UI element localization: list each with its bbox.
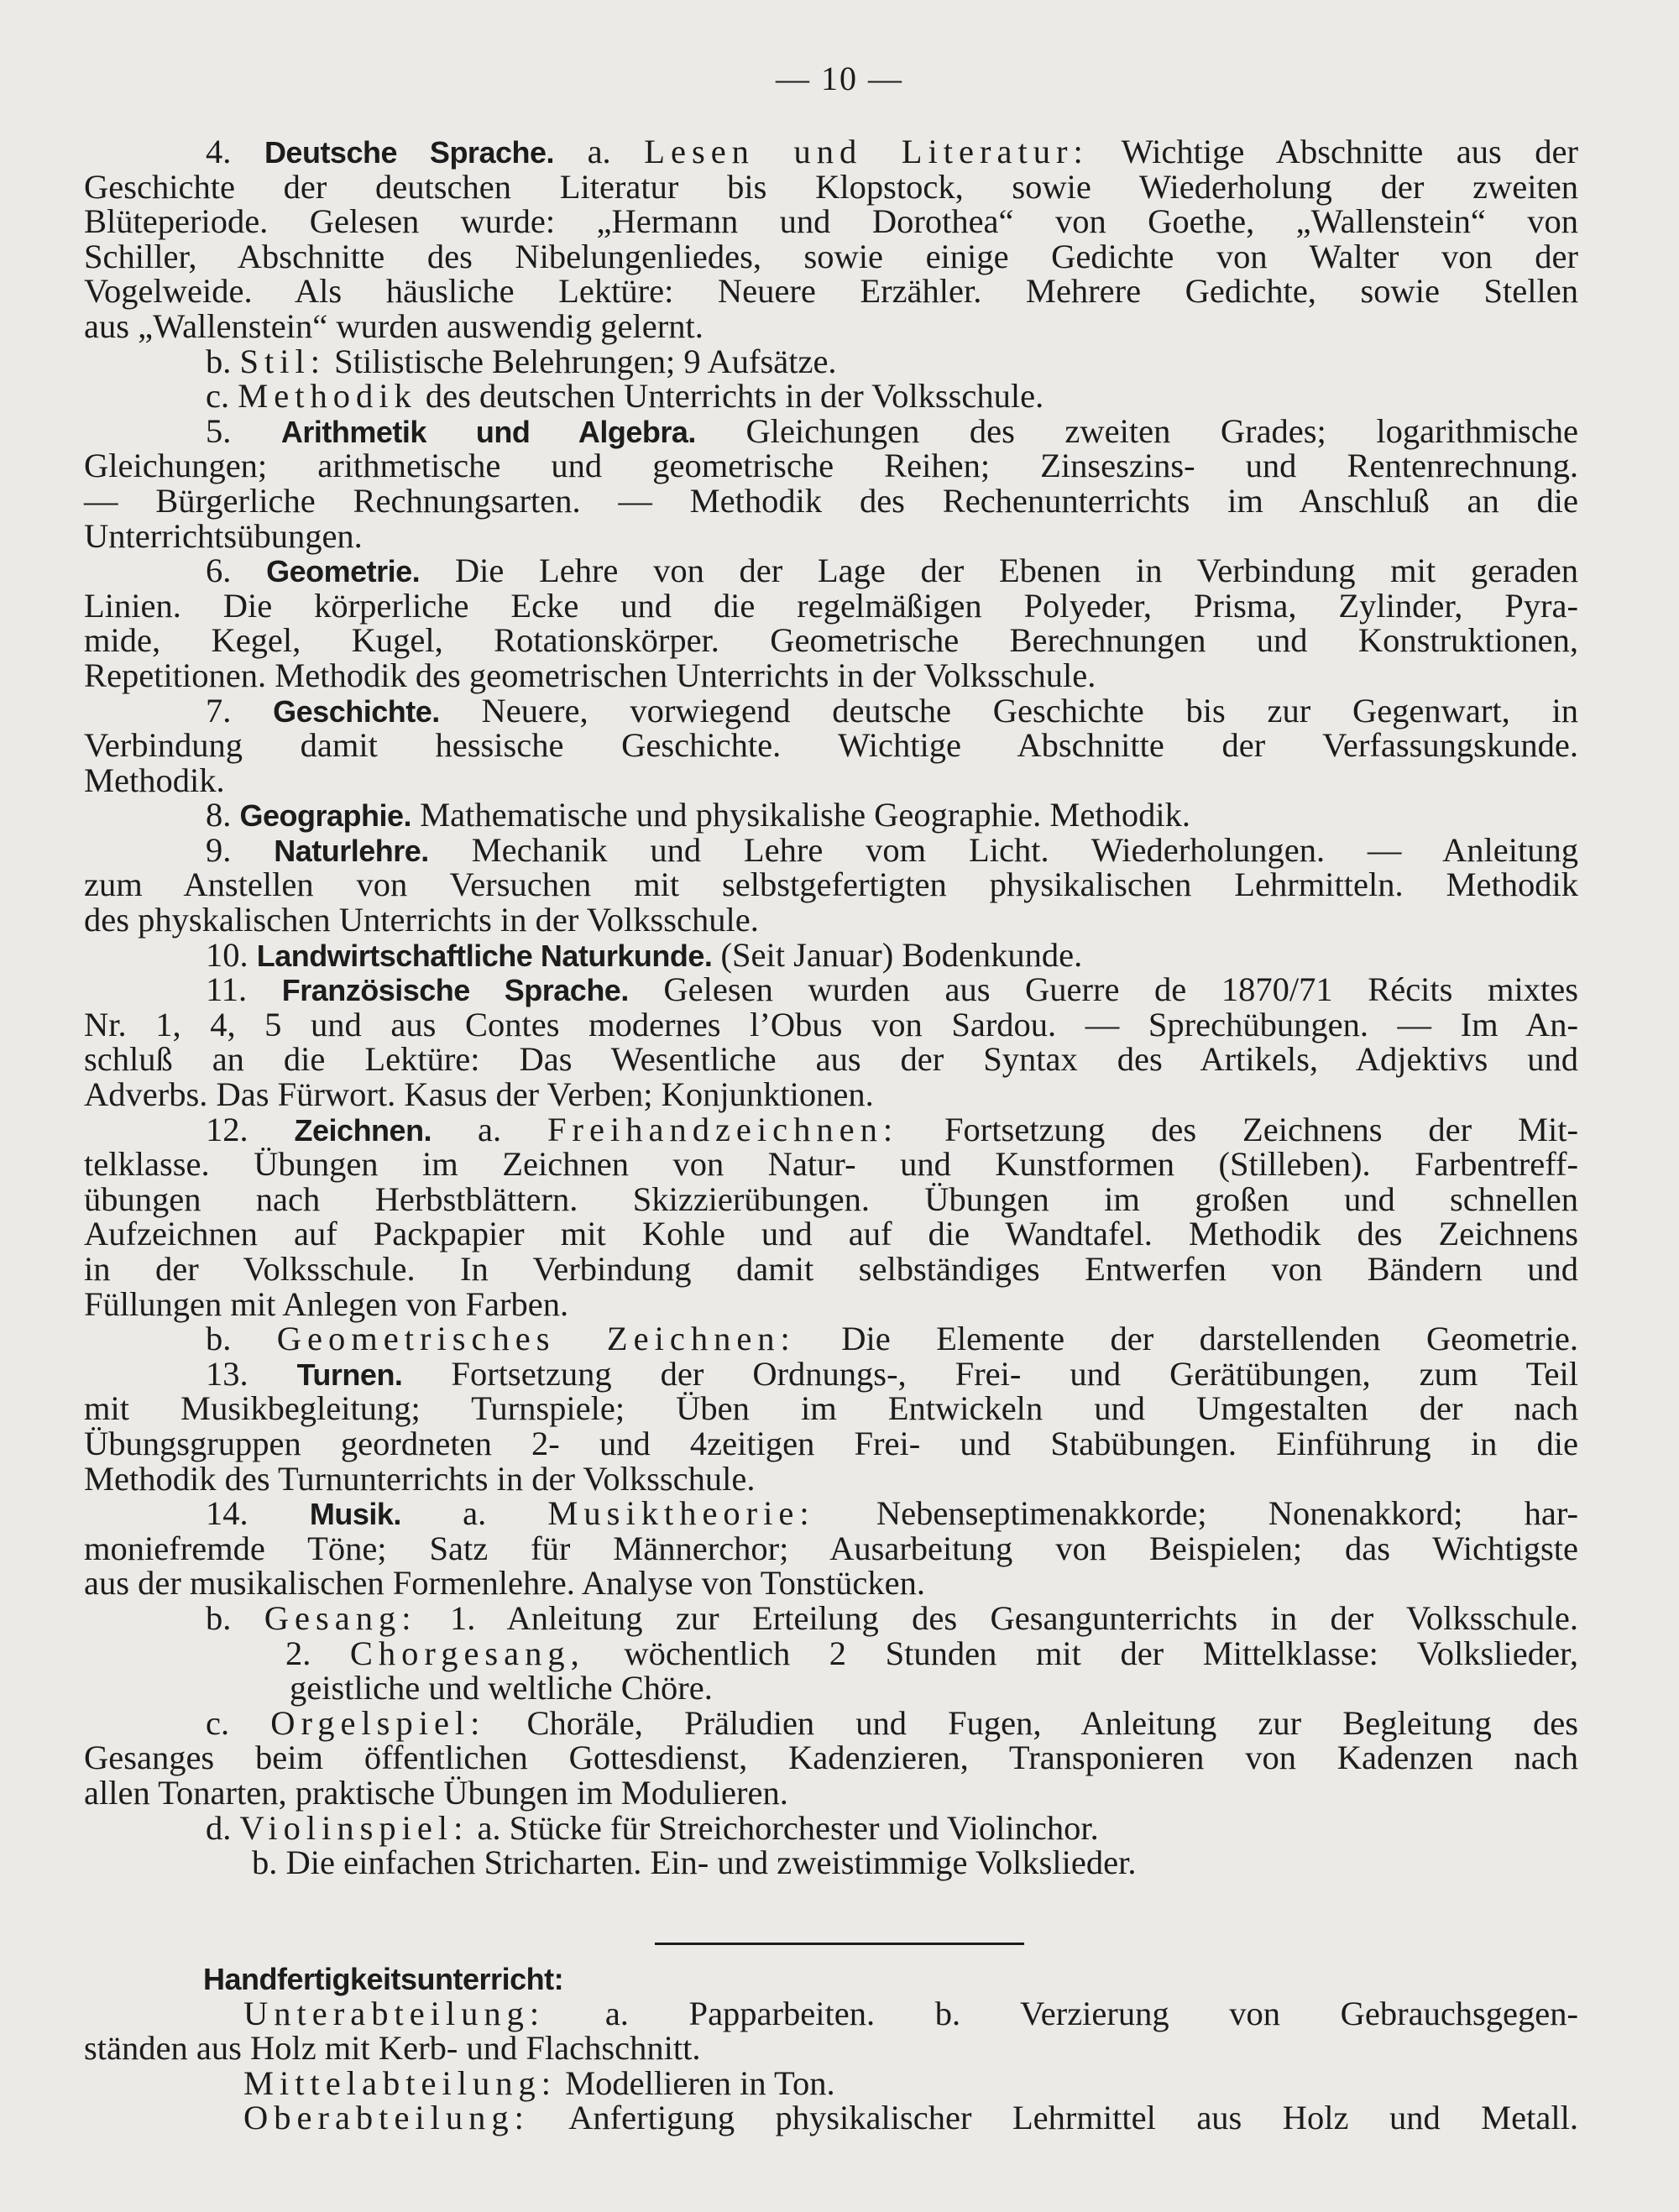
text-line: Aufzeichnen auf Packpapier mit Kohle und auf die Wandtafel. Methodik des Zeichnens [84, 1215, 1578, 1253]
text-line: Übungsgruppen geordneten 2- und 4zeitigen Frei- und Stabübungen. Einführung in die [84, 1424, 1578, 1462]
text-line: b. Gesang: 1. Anleitung zur Erteilung des Gesangunterrichts in der Volksschule. [206, 1598, 1579, 1637]
section-title: Deutsche Sprache. [264, 135, 554, 170]
text-line: Mittelabteilung: Modellieren in Ton. [243, 2063, 835, 2102]
section-11-line: 11. Französische Sprache. Gelesen wurden aus Guerre de 1870/71 Récits mixtes [206, 970, 1579, 1009]
text-line: Gleichungen; arithmetische und geometrische Reihen; Zinseszins- und Rentenrechnung. [84, 447, 1578, 485]
section-title: Naturlehre. [274, 833, 429, 868]
section-title: Geschichte. [273, 693, 440, 729]
handwork-section [84, 1956, 1578, 2136]
section-title: Landwirtschaftliche Naturkunde. [256, 938, 713, 973]
section-title: Französische Sprache. [281, 973, 629, 1008]
section-13-line: 13. Turnen. Fortsetzung der Ordnungs-, Frei- und Gerätübungen, zum Teil [206, 1354, 1579, 1393]
text-line: b. Die einfachen Stricharten. Ein- und zweistimmige Volkslieder. [252, 1843, 1137, 1882]
text-line: 2. Chorgesang, wöchentlich 2 Stunden mit der Mittelklasse: Volkslieder, [285, 1634, 1578, 1672]
section-12-line: 12. Zeichnen. a. Freihandzeichnen: Fortsetzung des Zeichnens der Mit- [206, 1110, 1578, 1148]
section-4-line: 4. Deutsche Sprache. a. Lesen und Literatur: Wichtige Abschnitte aus der [206, 133, 1579, 170]
text-line: Blüteperiode. Gelesen wurde: „Hermann und Dorothea“ von Goethe, „Wallenstein“ von [84, 202, 1578, 241]
text-line: c. Methodik des deutschen Unterrichts in der Volksschule. [206, 377, 1044, 416]
section-7-line: 7. Geschichte. Neuere, vorwiegend deutsche Geschichte bis zur Gegenwart, in [206, 691, 1579, 729]
curriculum-text [84, 134, 1578, 1880]
text-line: moniefremde Töne; Satz für Männerchor; Ausarbeitung von Beispielen; das Wichtigste [84, 1529, 1578, 1567]
text-line: des physkalischen Unterrichts in der Volksschule. [84, 901, 759, 939]
text-line: Oberabteilung: Anfertigung physikalischer Lehrmittel aus Holz und Metall. [243, 2099, 1578, 2137]
text-line: aus der musikalischen Formenlehre. Analyse von Tonstücken. [84, 1564, 925, 1603]
text-line: c. Orgelspiel: Choräle, Präludien und Fugen, Anleitung zur Begleitung des [206, 1703, 1579, 1742]
text-line: Verbindung damit hessische Geschichte. Wichtige Abschnitte der Verfassungskunde. [84, 726, 1578, 765]
text-line: aus „Wallenstein“ wurden auswendig gelernt. [84, 306, 704, 345]
text-line: Vogelweide. Als häusliche Lektüre: Neuere Erzähler. Mehrere Gedichte, sowie Stellen [84, 272, 1578, 311]
text-line: zum Anstellen von Versuchen mit selbstgefertigten physikalischen Lehrmitteln. Methodik [84, 865, 1578, 904]
text-line: Schiller, Abschnitte des Nibelungenliedes, sowie einige Gedichte von Walter von der [84, 237, 1578, 275]
section-title: Arithmetik und Algebra. [280, 414, 696, 449]
text-line: d. Violinspiel: a. Stücke für Streichorchester und Violinchor. [206, 1808, 1099, 1847]
text-line: Unterrichtsübungen. [84, 516, 363, 555]
text-line: in der Volksschule. In Verbindung damit selbständiges Entwerfen von Bändern und [84, 1250, 1578, 1288]
text-line: Linien. Die körperliche Ecke und die regelmäßigen Polyeder, Prisma, Zylinder, Pyra- [84, 586, 1578, 625]
text-line: telklasse. Übungen im Zeichnen von Natur- und Kunstformen (Stilleben). Farbentreff- [84, 1145, 1578, 1184]
text-line: mit Musikbegleitung; Turnspiele; Üben im Entwickeln und Umgestalten der nach [84, 1389, 1578, 1428]
section-6-line: 6. Geometrie. Die Lehre von der Lage der Ebenen in Verbindung mit geraden [206, 552, 1579, 590]
text-line: Geschichte der deutschen Literatur bis Klopstock, sowie Wiederholung der zweiten [84, 167, 1578, 206]
text-line: allen Tonarten, praktische Übungen im Modulieren. [84, 1773, 788, 1812]
text-line: Füllungen mit Anlegen von Farben. [84, 1284, 569, 1323]
text-line: — Bürgerliche Rechnungsarten. — Methodik des Rechenunterrichts im Anschluß an die [84, 481, 1578, 520]
text-line: übungen nach Herbstblättern. Skizzierübungen. Übungen im großen und schnellen [84, 1179, 1578, 1218]
section-title: Turnen. [296, 1357, 403, 1392]
section-8-line: 8. Geographie. Mathematische und physikalishe Geographie. Methodik. [206, 796, 1190, 834]
section-title: Musik. [309, 1497, 401, 1532]
text-line: mide, Kegel, Kugel, Rotationskörper. Geometrische Berechnungen und Konstruktionen, [84, 621, 1578, 660]
text-line: Adverbs. Das Fürwort. Kasus der Verben; Konjunktionen. [84, 1075, 874, 1114]
text-line: b. Geometrisches Zeichnen: Die Elemente der darstellenden Geometrie. [206, 1320, 1578, 1358]
section-14-line: 14. Musik. a. Musiktheorie: Nebenseptimenakkorde; Nonenakkord; har- [206, 1494, 1578, 1533]
section-title: Zeichnen. [294, 1112, 432, 1148]
section-9-line: 9. Naturlehre. Mechanik und Lehre vom Licht. Wiederholungen. — Anleitung [206, 830, 1578, 869]
text-line: Methodik. [84, 761, 225, 799]
section-title: Geographie. [239, 798, 412, 834]
section-divider [655, 1943, 1024, 1945]
section-title: Geometrie. [266, 554, 421, 589]
handwork-heading: Handfertigkeitsunterricht: [203, 1962, 564, 1996]
text-line: b. Stil: Stilistische Belehrungen; 9 Aufsätze. [206, 342, 837, 380]
text-line: geistliche und weltliche Chöre. [290, 1669, 713, 1707]
section-10-line: 10. Landwirtschaftliche Naturkunde. (Seit Januar) Bodenkunde. [206, 935, 1083, 974]
text-line: Unterabteilung: a. Papparbeiten. b. Verzierung von Gebrauchsgegen- [243, 1994, 1578, 2032]
text-line: Methodik des Turnunterrichts in der Volksschule. [84, 1459, 756, 1498]
text-line: Nr. 1, 4, 5 und aus Contes modernes l’Obus von Sardou. — Sprechübungen. — Im An- [84, 1005, 1578, 1043]
text-line: ständen aus Holz mit Kerb- und Flachschnitt. [84, 2029, 701, 2068]
page-number: — 10 — [776, 60, 903, 97]
text-line: schluß an die Lektüre: Das Wesentliche aus der Syntax des Artikels, Adjektivs und [84, 1040, 1578, 1079]
text-line: Gesanges beim öffentlichen Gottesdienst, Kadenzieren, Transponieren von Kadenzen nach [84, 1739, 1578, 1777]
text-line: Repetitionen. Methodik des geometrischen Unterrichts in der Volksschule. [84, 656, 1096, 694]
section-5-line: 5. Arithmetik und Algebra. Gleichungen des zweiten Grades; logarithmische [206, 411, 1579, 450]
